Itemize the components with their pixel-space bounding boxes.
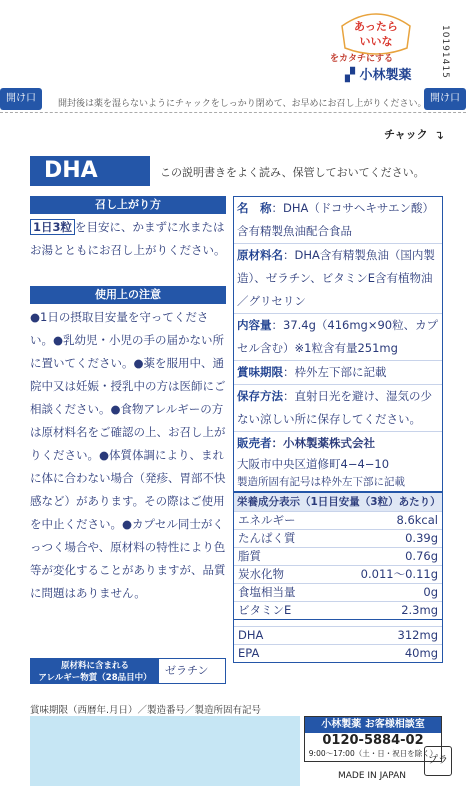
contact-heading: 小林製薬 お客様相談室 (305, 717, 441, 733)
how-to-body: を目安に、かまずに水またはお湯とともにお召し上がりください。 (30, 220, 226, 257)
table-row: DHA 312mg (234, 626, 442, 644)
open-tab-left[interactable]: 開け口 (0, 88, 42, 110)
contact-hours: 9:00〜17:00（土・日・祝日を除く） (308, 749, 438, 758)
opening-notice: 開封後は薬を湿らないようにチャックをしっかり閉めて、お早めにお召し上がりください。 (58, 99, 427, 109)
zipper-label: チャック (384, 128, 428, 141)
caution-text: ●1日の摂取目安量を守ってください。●乳幼児・小児の手の届かない所に置いてください。●薬を服用中、通院中又は妊娠・授乳中の方は医師にご相談ください。●食物アレルギーの方は原材料名をご確認の上、お召し上がりください。●体質体調により、まれに体に合わない場合（発疹、胃部不快感など）があります。その際はご使用を中止ください。●カプセル同士がくっつく場合や、原材料の特性により色等が変化することがありますが、品質に問題はありません。 (30, 310, 226, 600)
nutrition-table (233, 492, 443, 663)
brand-name: ▞ 小林製薬 (345, 68, 412, 83)
spec-name: 名 称：DHA（ドコサヘキサエン酸）含有精製魚油配合食品 (234, 197, 442, 244)
nutrition-divider (234, 619, 442, 626)
nutrition-heading: 栄養成分表示（1日目安量（3粒）あたり） (234, 493, 442, 511)
table-row: たんぱく質 0.39g (234, 529, 442, 547)
contact-box (304, 716, 442, 762)
print-area (30, 716, 300, 786)
open-tab-right[interactable]: 開け口 (424, 88, 466, 110)
arrow-down-icon: ↴ (434, 128, 445, 142)
table-row: 炭水化物 0.011〜0.11g (234, 565, 442, 583)
tagline: をカタチにする (330, 54, 394, 64)
table-row: エネルギー 8.6kcal (234, 511, 442, 529)
caution-heading: 使用上の注意 (30, 286, 226, 304)
spec-expiry: 賞味期限：枠外左下部に記載 (234, 361, 442, 385)
dose: 1日3粒 (30, 219, 75, 235)
table-row: ビタミンE 2.3mg (234, 601, 442, 619)
table-row: 脂質 0.76g (234, 547, 442, 565)
how-to-heading: 召し上がり方 (30, 196, 226, 214)
spec-maker-code: 製造所固有記号は枠外左下部に記載 (237, 476, 405, 488)
left-column (30, 196, 226, 605)
spec-content: 内容量：37.4g（416mg×90粒、カプセル含む）※1粒含有量251mg (234, 314, 442, 361)
expiry-note: 賞味期限（西暦年.月日）／製造番号／製造所固有記号 (30, 705, 262, 716)
allergy-value: ゼラチン (165, 664, 209, 677)
badge-line1: あったら (354, 20, 398, 33)
spec-table (233, 196, 443, 492)
allergy-box (30, 658, 226, 684)
made-in: MADE IN JAPAN (338, 771, 407, 781)
brand-logo-icon: ▞ (345, 68, 355, 83)
title-note: この説明書きをよく読み、保管しておいてください。 (160, 166, 425, 179)
how-to-text (30, 214, 226, 286)
spec-seller: 販売者：小林製薬株式会社 (237, 436, 375, 450)
table-row: EPA 40mg (234, 644, 442, 662)
product-title: DHA (30, 156, 150, 186)
nutrition-rows (234, 511, 442, 619)
spec-storage: 保存方法：直射日光を避け、湿気の少ない涼しい所に保存してください。 (234, 385, 442, 432)
product-code: 10191415 (440, 25, 450, 79)
badge-line2: いいな (359, 35, 393, 48)
spec-ingredients: 原材料名：DHA含有精製魚油（国内製造）、ゼラチン、ビタミンE含有植物油／グリセリン (234, 244, 442, 314)
allergy-label: 原材料に含まれる アレルギー物質（28品目中） (31, 659, 159, 683)
tear-line (0, 112, 466, 113)
recycle-icon: プラ (424, 746, 452, 776)
table-row: 食塩相当量 0g (234, 583, 442, 601)
contact-tel: 0120-5884-02 (322, 733, 424, 748)
spec-address: 大阪市中央区道修町4−4−10 (237, 457, 390, 471)
